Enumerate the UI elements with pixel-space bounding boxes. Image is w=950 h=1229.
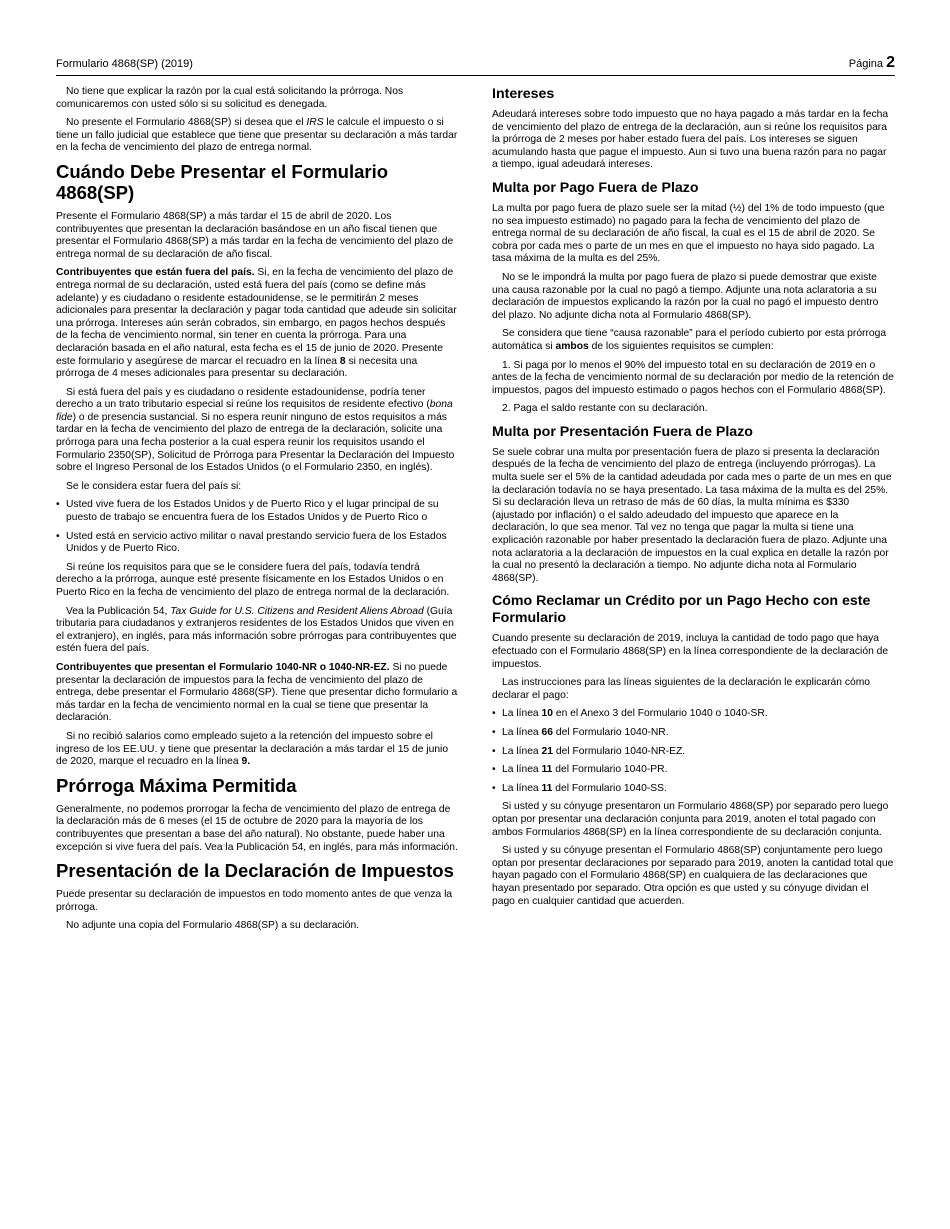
paragraph: Si reúne los requisitos para que se le considere fuera del país, todavía tendrá derecho a la prórroga, aunque esté presente físicamente en los Estados Unidos o en Puerto Rico en la fecha de vencimiento del plazo de entrega normal de la declaración. xyxy=(56,561,450,598)
list-item: • La línea 11 del Formulario 1040-SS. xyxy=(492,782,667,794)
paragraph: Se le considera estar fuera del país si: xyxy=(66,480,242,492)
right-column xyxy=(492,86,894,914)
paragraph: Vea la Publicación 54, Tax Guide for U.S. Citizens and Resident Aliens Abroad (Guía tributaria para ciudadanos y extranjeros residentes de los Estados Unidos que viven en el extranjero), en inglés, para más información sobre prórrogas para contribuyentes que estén fuera del país. xyxy=(56,605,457,655)
bullet-icon: • xyxy=(492,708,496,720)
paragraph: No adjunte una copia del Formulario 4868(SP) a su declaración. xyxy=(66,920,360,932)
paragraph: No se le impondrá la multa por pago fuera de plazo si puede demostrar que existe una causa razonable por la cual no pagó a tiempo. Adjunte una nota aclaratoria a su declaración de impuestos explicando la razón por la cual no pagó el impuesto dentro del plazo. No adjunte dicha nota al Formulario 4868(SP). xyxy=(492,271,879,321)
bullet-icon: • xyxy=(492,782,496,794)
section-heading-multa-pago: Multa por Pago Fuera de Plazo xyxy=(492,179,699,196)
form-title: Formulario 4868(SP) (2019) xyxy=(56,58,193,70)
paragraph: Las instrucciones para las líneas siguientes de la declaración le explicarán cómo declarar el pago: xyxy=(492,677,871,701)
paragraph: La multa por pago fuera de plazo suele ser la mitad (½) del 1% de todo impuesto (que no sea impuesto estimado) no pagado para la fecha de vencimiento del plazo de entrega normal de su declaración de año fiscal, la cual es el 15 de abril de 2020. Se cobra por cada mes o parte de un mes en que el impuesto no haya sido pagado. La tasa máxima de la multa es del 25%. xyxy=(492,202,885,265)
page-header xyxy=(56,52,895,74)
paragraph: Adeudará intereses sobre todo impuesto que no haya pagado a más tardar en la fecha de vencimiento del plazo de entrega de la declaración, aun si reúne los requisitos para la prórroga de 2 meses por haber estado fuera del país. Los intereses se siguen acumulando hasta que pague el impuesto. Aun si tuvo una buena razón para no pagar a tiempo, igual adeudará intereses. xyxy=(492,109,889,171)
paragraph: Generalmente, no podemos prorrogar la fecha de vencimiento del plazo de entrega de la declaración más de 6 meses (el 15 de octubre de 2020 para la mayoría de los contribuyentes que presentan a base del año natural). No obstante, puede haber una excepción si vive fuera del país. Vea la Publicación 54, en inglés, para más información. xyxy=(56,803,458,853)
section-heading-multa-presentacion: Multa por Presentación Fuera de Plazo xyxy=(492,423,753,440)
bullet-icon: • xyxy=(56,499,60,511)
bullet-icon: • xyxy=(492,745,496,757)
paragraph: No tiene que explicar la razón por la cual está solicitando la prórroga. Nos comunicaremos con usted sólo si su solicitud es denegada. xyxy=(56,86,404,110)
paragraph: Se considera que tiene “causa razonable” para el período cubierto por esta prórroga automática si ambos de los siguientes requisitos se cumplen: xyxy=(492,328,887,352)
list-item: • Usted está en servicio activo militar o naval prestando servicio fuera de los Estados Unidos y de Puerto Rico. xyxy=(56,530,447,555)
section-heading-maxima: Prórroga Máxima Permitida xyxy=(56,774,297,796)
bullet-icon: • xyxy=(56,530,60,542)
header-divider xyxy=(56,75,895,76)
paragraph: 2. Paga el saldo restante con su declaración. xyxy=(502,403,708,415)
paragraph: Si usted y su cónyuge presentan el Formulario 4868(SP) conjuntamente pero luego optan por presentar declaraciones por separado para 2019, anoten la cantidad total que hayan pagado con el Formulario 4868(SP) en cualquiera de las declaraciones que hayan presentado por separado. Otra opción es que usted y su cónyuge dividan el pago en cualquier cantidad que acuerden. xyxy=(492,845,894,907)
paragraph: Si usted y su cónyuge presentaron un Formulario 4868(SP) por separado pero luego optan por presentar una declaración conjunta para 2019, anoten el total pagado con ambos Formularios 4868(SP) en la línea correspondiente de su declaración conjunta. xyxy=(492,801,889,838)
paragraph: Cuando presente su declaración de 2019, incluya la cantidad de todo pago que haya efectuado con el Formulario 4868(SP) en la línea correspondiente de la declaración de impuestos. xyxy=(492,633,889,670)
paragraph: Contribuyentes que están fuera del país. Si, en la fecha de vencimiento del plazo de entrega normal de su declaración, usted está fuera del país (como se define más adelante) y es ciudadano o residente estadounidense, se le permitirán 2 meses adicionales para presentar la declaración y pagar toda cantidad que adeude sin solicitar una prórroga. Intereses aún serán cobrados, sin embargo, en pagos hechos después de la fecha de vencimiento normal, sin tener en cuenta la prórroga. Para una declaración basada en el año natural, esta fecha es el 15 de junio de 2020. Presente este formulario y asegúrese de marcar el recuadro en la línea 8 si necesita una prórroga de 4 meses adicionales para presentar su declaración. xyxy=(56,267,457,380)
page-indicator xyxy=(849,54,895,72)
paragraph: Contribuyentes que presentan el Formulario 1040-NR o 1040-NR-EZ. Si no puede presentar la declaración de impuestos para la fecha de vencimiento del plazo de entrega, debe presentar el Formulario 4868(SP). Tiene que presentar dicho formulario a más tardar en la fecha de vencimiento normal en la cual se tiene que presentar la declaración. xyxy=(56,661,458,724)
section-heading-presentacion: Presentación de la Declaración de Impuestos xyxy=(56,860,454,882)
bullet-icon: • xyxy=(492,764,496,776)
paragraph: Puede presentar su declaración de impuestos en todo momento antes de que venza la prórroga. xyxy=(56,889,453,913)
paragraph: Presente el Formulario 4868(SP) a más tardar el 15 de abril de 2020. Los contribuyentes que presentan la declaración basándose en un año fiscal tienen que presentar el Formulario 4868(SP) a más tardar en la fecha de vencimiento del plazo de entrega normal de su declaración de año fiscal. xyxy=(56,210,454,260)
paragraph: Se suele cobrar una multa por presentación fuera de plazo si presenta la declaración después de la fecha de vencimiento del plazo de entrega (incluyendo prórrogas). La multa suele ser el 5% de la cantidad adeudada por cada mes o parte de un mes en que la declaración todavía no se haya presentado. La tasa máxima de la multa es del 25%. Si su declaración lleva un retraso de más de 60 días, la multa mínima es $330 (ajustado por inflación) o el saldo adeudado del impuesto que aparece en la declaración, lo que sea menor. Tal vez no tenga que pagar la multa si tiene una explicación razonable por haber presentado la declaración fuera de plazo. Adjunte una nota aclaratoria a la declaración de impuestos en la cual explica en detalle la razón por la cual no presentó la declaración a tiempo. No adjunte dicha nota al Formulario 4868(SP). xyxy=(492,446,892,584)
paragraph: No presente el Formulario 4868(SP) si desea que el IRS le calcule el impuesto o si tiene un fallo judicial que establece que tiene que presentar su declaración a más tardar en la fecha de vencimiento del plazo de entrega normal. xyxy=(56,117,458,154)
list-item: • Usted vive fuera de los Estados Unidos y de Puerto Rico y el lugar principal de su puesto de trabajo se encuentra fuera de los Estados Unidos y de Puerto Rico o xyxy=(56,499,439,524)
section-heading-credito: Cómo Reclamar un Crédito por un Pago Hecho con este Formulario xyxy=(492,593,871,627)
list-item: • La línea 21 del Formulario 1040-NR-EZ. xyxy=(492,745,686,757)
section-heading-intereses: Intereses xyxy=(492,86,555,102)
bullet-icon: • xyxy=(492,726,496,738)
page-number: 2 xyxy=(886,54,895,71)
paragraph: 1. Si paga por lo menos el 90% del impuesto total en su declaración de 2019 en o antes de la fecha de vencimiento normal de su declaración por medio de la retención de impuestos, pagos del impuesto estimado o pagos hechos con el Formulario 4868(SP). xyxy=(492,359,894,396)
section-heading-cuando: Cuándo Debe Presentar el Formulario 4868(SP) xyxy=(56,160,389,203)
page-label: Página xyxy=(848,58,884,70)
left-column xyxy=(56,86,458,939)
list-item: • La línea 11 del Formulario 1040-PR. xyxy=(492,764,668,776)
list-item: • La línea 10 en el Anexo 3 del Formulario 1040 o 1040-SR. xyxy=(492,708,768,720)
paragraph: Si está fuera del país y es ciudadano o residente estadounidense, podría tener derecho a un trato tributario especial si reúne los requisitos de residente efectivo (bona fide) o de presencia sustancial. Si no espera reunir ninguno de estos requisitos a más tardar en la fecha de vencimiento del plazo de entrega de la declaración, solicite una prórroga para una fecha posterior a la cual espera reunir los requisitos usando el Formulario 2350(SP), Solicitud de Prórroga para Presentar la Declaración del Impuesto sobre el Ingreso Personal de los Estados Unidos (o el Formulario 2350, en inglés). xyxy=(56,386,455,474)
paragraph: Si no recibió salarios como empleado sujeto a la retención del impuesto sobre el ingreso de los EE.UU. y tiene que presentar la declaración a más tardar el 15 de junio de 2020, marque el recuadro en la línea 9. xyxy=(56,730,449,768)
list-item: • La línea 66 del Formulario 1040-NR. xyxy=(492,726,669,738)
